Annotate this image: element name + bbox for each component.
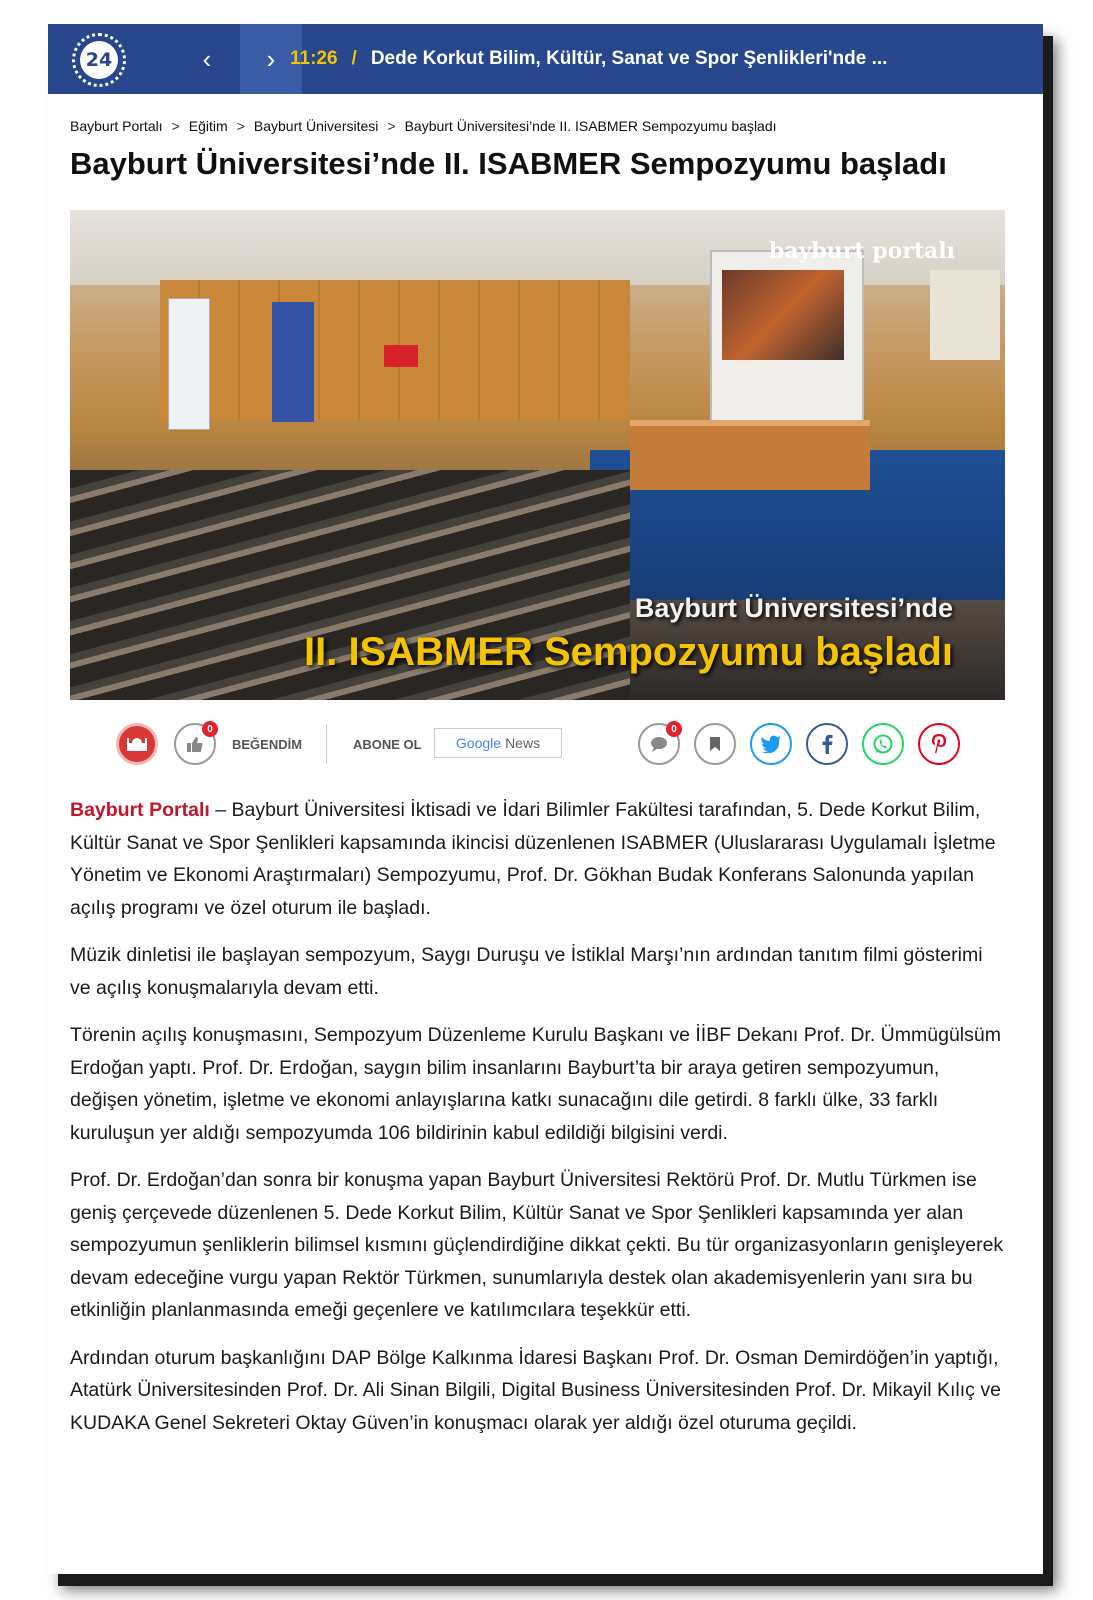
divider [326,724,327,764]
google-news-button[interactable] [434,728,562,758]
subscribe-label: ABONE OL [353,737,422,752]
article-source-link[interactable]: Bayburt Portalı [70,799,210,821]
hero-screen-image [722,270,844,360]
like-button[interactable] [174,723,216,765]
like-count-badge: 0 [202,721,218,737]
article-title: Bayburt Üniversitesi’nde II. ISABMER Sempozyumu başladı [70,146,947,181]
article-paragraph: Törenin açılış konuşmasını, Sempozyum Düzenleme Kurulu Başkanı ve İİBF Dekanı Prof. Dr. Ümmügülsüm Erdoğan yaptı. Prof. Dr. Erdoğan, saygın bilim insanlarını Bayburt’ta bir araya getiren sempozyumun, değişen yönetim, işletme ve ekonomi anlayışlarına katkı sunacağını dile getirdi. 8 farklı ülke, 33 farklı kuruluşun yer aldığı sempozyumda 106 bildirinin kabul edildiği bilgisini verdi. [70,1024,1001,1144]
news-ticker[interactable] [290,24,887,94]
like-label[interactable]: BEĞENDİM [232,737,303,752]
breadcrumb-item[interactable]: Eğitim [188,118,228,134]
ticker-time: 11:26 [290,48,338,69]
pinterest-icon [931,733,947,755]
whatsapp-icon [872,733,894,755]
hero-portrait [930,270,1000,360]
hero-flag [384,345,418,367]
facebook-icon [821,734,833,754]
logo-text: 24 [80,41,118,79]
hero-caption-line1: Bayburt Üniversitesi’nde [634,593,953,623]
hero-caption-line2: II. ISABMER Sempozyumu başladı [303,630,953,674]
breadcrumb-current: Bayburt Üniversitesi’nde II. ISABMER Sempozyumu başladı [404,118,777,134]
ticker-prev-button[interactable] [176,24,238,94]
site-badge-button[interactable] [116,723,158,765]
hero-banner [272,302,314,422]
comment-count-badge: 0 [666,721,682,737]
article-body [70,794,1005,1454]
mosque-icon [126,736,148,752]
ticker-slash: / [351,48,357,69]
twitter-share-button[interactable] [750,723,792,765]
top-bar [48,24,1043,94]
article-paragraph: Ardından oturum başkanlığını DAP Bölge Kalkınma İdaresi Başkanı Prof. Dr. Osman Demirdöğen’in yaptığı, Atatürk Üniversitesinden Prof. Dr. Ali Sinan Bilgili, Digital Business Üniversitesinden Prof. Dr. Mikayil Kılıç ve KUDAKA Genel Sekreteri Oktay Güven’in konuşmacı olarak yer aldığı özel oturuma geçildi. [70,1346,1001,1434]
bookmark-button[interactable] [694,723,736,765]
article-paragraph-text: – Bayburt Üniversitesi İktisadi ve İdari Bilimler Fakültesi tarafından, 5. Dede Korkut Bilim, Kültür Sanat ve Spor Şenlikleri kapsamında ikincisi düzenlenen ISABMER (Uluslararası Uygulamalı İşletme Yönetim ve Ekonomi Araştırmaları) Sempozyumu, Prof. Dr. Gökhan Budak Konferans Salonunda yapılan açılış programı ve özel oturum ile başladı. [70,799,996,919]
breadcrumb-item[interactable]: Bayburt Üniversitesi [253,118,379,134]
hero-image [70,210,1005,700]
ticker-headline[interactable]: Dede Korkut Bilim, Kültür, Sanat ve Spor Şenlikleri'nde ... [370,48,888,69]
thumbs-up-icon [186,735,204,753]
breadcrumb-separator: > [387,118,396,134]
site-logo[interactable] [72,33,126,87]
whatsapp-share-button[interactable] [862,723,904,765]
page-frame [48,24,1043,1574]
action-bar [48,720,1043,770]
hero-watermark: bayburt portalı [769,238,955,264]
breadcrumb-item[interactable]: Bayburt Portalı [70,118,163,134]
google-news-logo: Google [455,735,502,751]
chevron-left-icon: ‹ [202,43,212,74]
breadcrumb [70,118,777,134]
google-news-label: News [505,735,541,751]
article-paragraph: Müzik dinletisi ile başlayan sempozyum, Saygı Duruşu ve İstiklal Marşı’nın ardından tanıtım filmi gösterimi ve açılış konuşmalarıyla devam etti. [70,944,983,999]
hero-desk [630,420,870,490]
pinterest-share-button[interactable] [918,723,960,765]
twitter-icon [760,735,782,753]
breadcrumb-separator: > [236,118,245,134]
comment-button[interactable] [638,723,680,765]
bookmark-icon [708,736,722,752]
facebook-share-button[interactable] [806,723,848,765]
breadcrumb-separator: > [171,118,180,134]
article-paragraph [70,794,1005,924]
chevron-right-icon: › [266,43,276,74]
article-paragraph: Prof. Dr. Erdoğan’dan sonra bir konuşma yapan Bayburt Üniversitesi Rektörü Prof. Dr. Mutlu Türkmen ise geniş çerçevede düzenlenen 5. Dede Korkut Bilim, Kültür Sanat ve Spor Şenlikleri kapsamında yer alan sempozyumun şenliklerin bilimsel kısmını güçlendirdiğine dikkat çekti. Bu tür organizasyonların genişleyerek devam edeceğine vurgu yapan Rektör Türkmen, sunumlarıyla destek olan akademisyenlerin yanı sıra bu etkinliğin planlanmasında emeği geçenlere ve katılımcılara teşekkür etti. [70,1169,1004,1321]
comment-icon [649,735,669,753]
hero-banner [168,298,210,430]
